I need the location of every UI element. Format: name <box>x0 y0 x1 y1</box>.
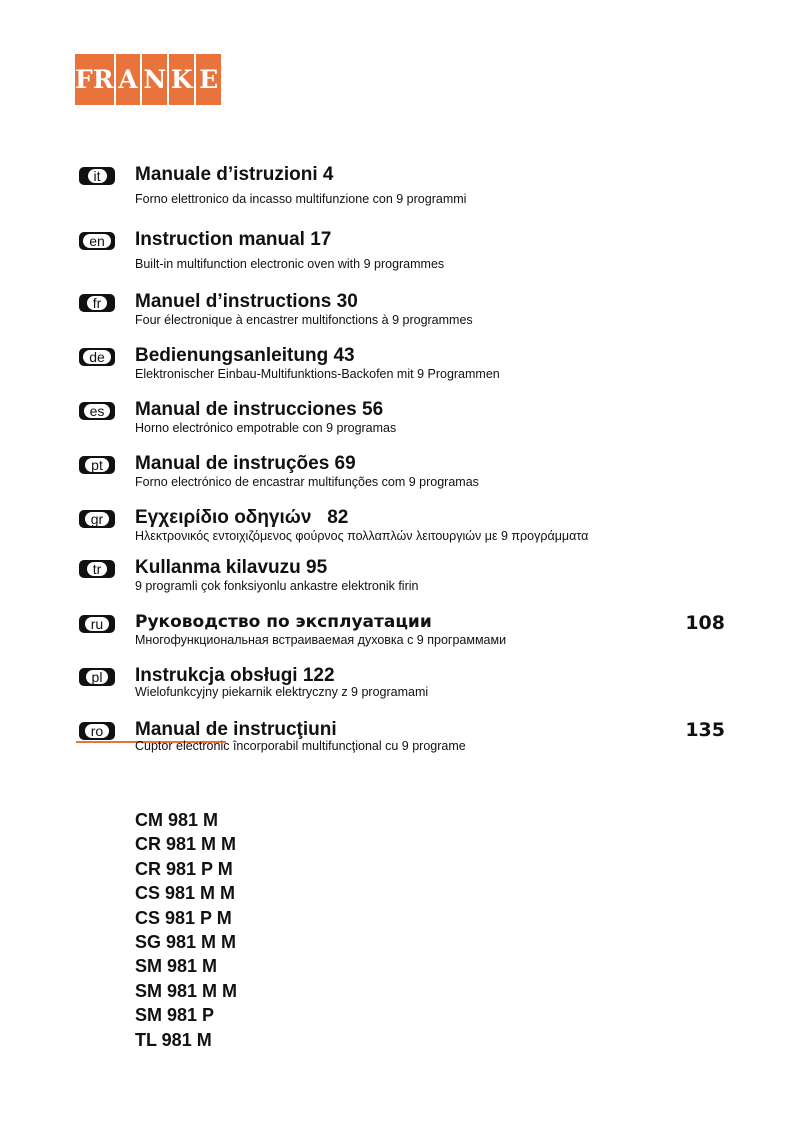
manual-subtitle: Horno electrónico empotrable con 9 programas <box>135 421 397 435</box>
manual-subtitle: Wielofunkcyjny piekarnik elektryczny z 9 programami <box>135 685 429 699</box>
language-badge-de: de <box>79 348 115 366</box>
page-number: 108 <box>685 612 725 634</box>
model-item: CM 981 M <box>135 810 219 830</box>
manual-subtitle: Cuptor electronic încorporabil multifuncţional cu 9 programe <box>135 739 466 753</box>
model-item: CR 981 M M <box>135 834 237 855</box>
manual-subtitle: Многофункциональная встраиваемая духовка с 9 программами <box>135 633 507 647</box>
language-badge-tr: tr <box>79 560 115 578</box>
manual-title: Instrukcja obsługi 122 <box>135 665 335 686</box>
logo-letter: E <box>199 65 219 94</box>
manual-title: Instruction manual 17 <box>135 229 332 250</box>
manual-subtitle: Built-in multifunction electronic oven with 9 programmes <box>135 257 445 271</box>
model-item: CS 981 P M <box>135 907 232 928</box>
manual-title: Bedienungsanleitung 43 <box>135 345 355 366</box>
manual-title: Manuel d’instructions 30 <box>135 291 358 312</box>
manual-subtitle: Forno elettronico da incasso multifunzione con 9 programmi <box>135 192 467 206</box>
manual-subtitle: Elektronischer Einbau-Multifunktions-Backofen mit 9 Programmen <box>135 367 500 381</box>
manual-title: Руководство по эксплуатации <box>135 612 432 632</box>
manual-title: Manual de instruções 69 <box>135 453 356 474</box>
model-item: SM 981 M <box>135 956 218 977</box>
logo-letter: N <box>142 54 169 105</box>
manual-title: Manuale d’istruzioni 4 <box>135 164 334 185</box>
language-badge-pt: pt <box>79 456 115 474</box>
language-badge-es: es <box>79 402 115 420</box>
language-badge-pl: pl <box>79 668 115 686</box>
language-badge-gr: gr <box>79 510 115 528</box>
manual-subtitle: Four électronique à encastrer multifonctions à 9 programmes <box>135 313 473 327</box>
logo-letter: K <box>169 54 196 105</box>
model-item: SM 981 P <box>135 1005 215 1026</box>
manual-title: Εγχειρίδιο οδηγιών 82 <box>135 507 349 528</box>
language-badge-it: it <box>79 167 115 185</box>
franke-logo <box>75 54 221 105</box>
language-badge-ro: ro <box>79 722 115 740</box>
model-item: SM 981 M M <box>135 980 238 1001</box>
manual-subtitle: 9 programli çok fonksiyonlu ankastre elektronik firin <box>135 579 419 593</box>
model-item: CS 981 M M <box>135 883 236 904</box>
model-item: SG 981 M M <box>135 932 237 953</box>
manual-subtitle: Ηλεκτρονικός εντοιχιζόμενος φούρνος πολλαπλών λειτουργιών με 9 προγράμματα <box>135 529 589 543</box>
manual-title: Manual de instrucţiuni <box>135 719 337 740</box>
manual-subtitle: Forno electrónico de encastrar multifunções com 9 programas <box>135 475 479 489</box>
language-badge-fr: fr <box>79 294 115 312</box>
logo-letter: A <box>116 54 143 105</box>
logo-letter: FR <box>75 54 116 105</box>
model-item: TL 981 M <box>135 1029 212 1050</box>
manual-title: Kullanma kilavuzu 95 <box>135 557 328 578</box>
language-badge-ru: ru <box>79 615 115 633</box>
page-number: 135 <box>685 719 725 741</box>
model-list <box>135 808 237 1052</box>
model-item: CR 981 P M <box>135 858 233 879</box>
language-badge-en: en <box>79 232 115 250</box>
manual-title: Manual de instrucciones 56 <box>135 399 384 420</box>
